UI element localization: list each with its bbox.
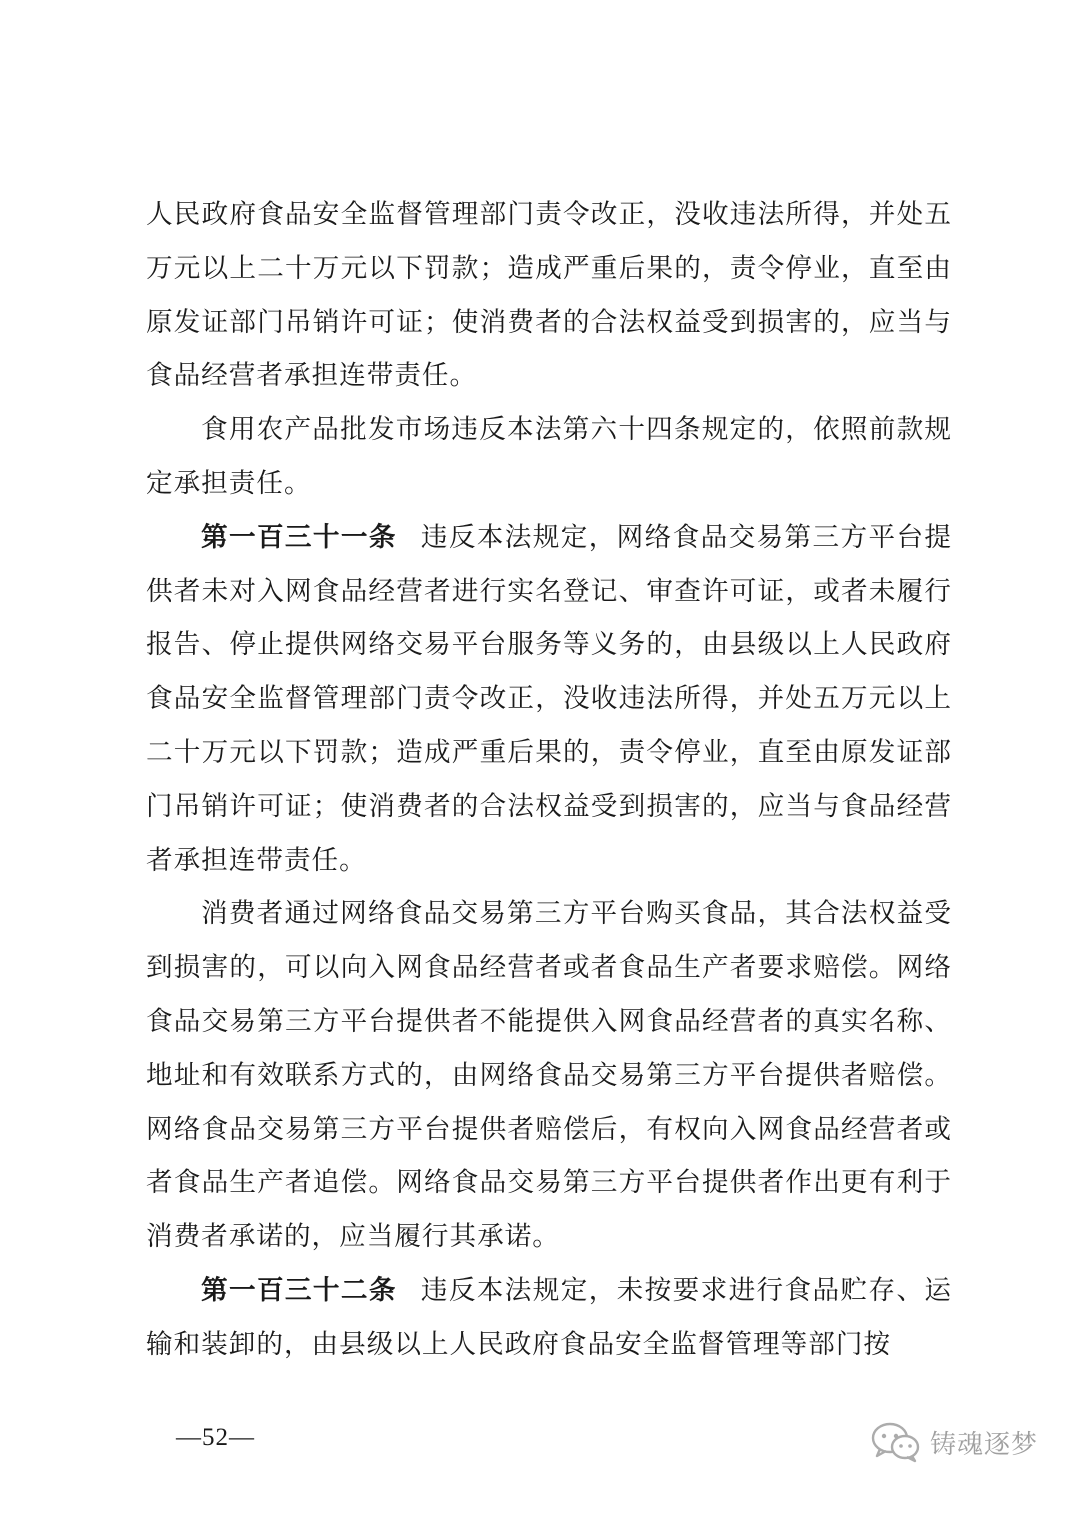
paragraph-text: 食用农产品批发市场违反本法第六十四条规定的，依照前款规定承担责任。: [146, 414, 952, 499]
paragraph: [146, 188, 952, 403]
paragraph-text: 人民政府食品安全监督管理部门责令改正，没收违法所得，并处五万元以上二十万元以下罚款；造成严重后果的，责令停业，直至由原发证部门吊销许可证；使消费者的合法权益受到损害的，应当与食品经营者承担连带责任。: [146, 199, 952, 392]
watermark-text: 铸魂逐梦: [930, 1429, 1039, 1460]
watermark: [870, 1421, 1038, 1463]
paragraph: [146, 1264, 952, 1372]
paragraph-text: 消费者通过网络食品交易第三方平台购买食品，其合法权益受到损害的，可以向入网食品经营者或者食品生产者要求赔偿。网络食品交易第三方平台提供者不能提供入网食品经营者的真实名称、地址和有效联系方式的，由网络食品交易第三方平台提供者赔偿。网络食品交易第三方平台提供者赔偿后，有权向入网食品经营者或者食品生产者追偿。网络食品交易第三方平台提供者作出更有利于消费者承诺的，应当履行其承诺。: [146, 898, 952, 1253]
article-title: 第一百三十一条: [201, 521, 397, 553]
document-body: [146, 188, 952, 1372]
paragraph: [146, 511, 952, 888]
paragraph-text: 违反本法规定，未按要求进行食品贮存、运输和装卸的，由县级以上人民政府食品安全监督管理等部门按: [146, 1274, 953, 1360]
paragraph: [146, 403, 952, 511]
paragraph-text: 违反本法规定，网络食品交易第三方平台提供者未对入网食品经营者进行实名登记、审查许可证，或者未履行报告、停止提供网络交易平台服务等义务的，由县级以上人民政府食品安全监督管理部门责令改正，没收违法所得，并处五万元以上二十万元以下罚款；造成严重后果的，责令停业，直至由原发证部门吊销许可证；使消费者的合法权益受到损害的，应当与食品经营者承担连带责任。: [146, 521, 953, 876]
article-title: 第一百三十二条: [201, 1274, 397, 1306]
wechat-icon: [870, 1421, 922, 1463]
paragraph: [146, 887, 952, 1264]
page-number: —52—: [176, 1424, 255, 1451]
